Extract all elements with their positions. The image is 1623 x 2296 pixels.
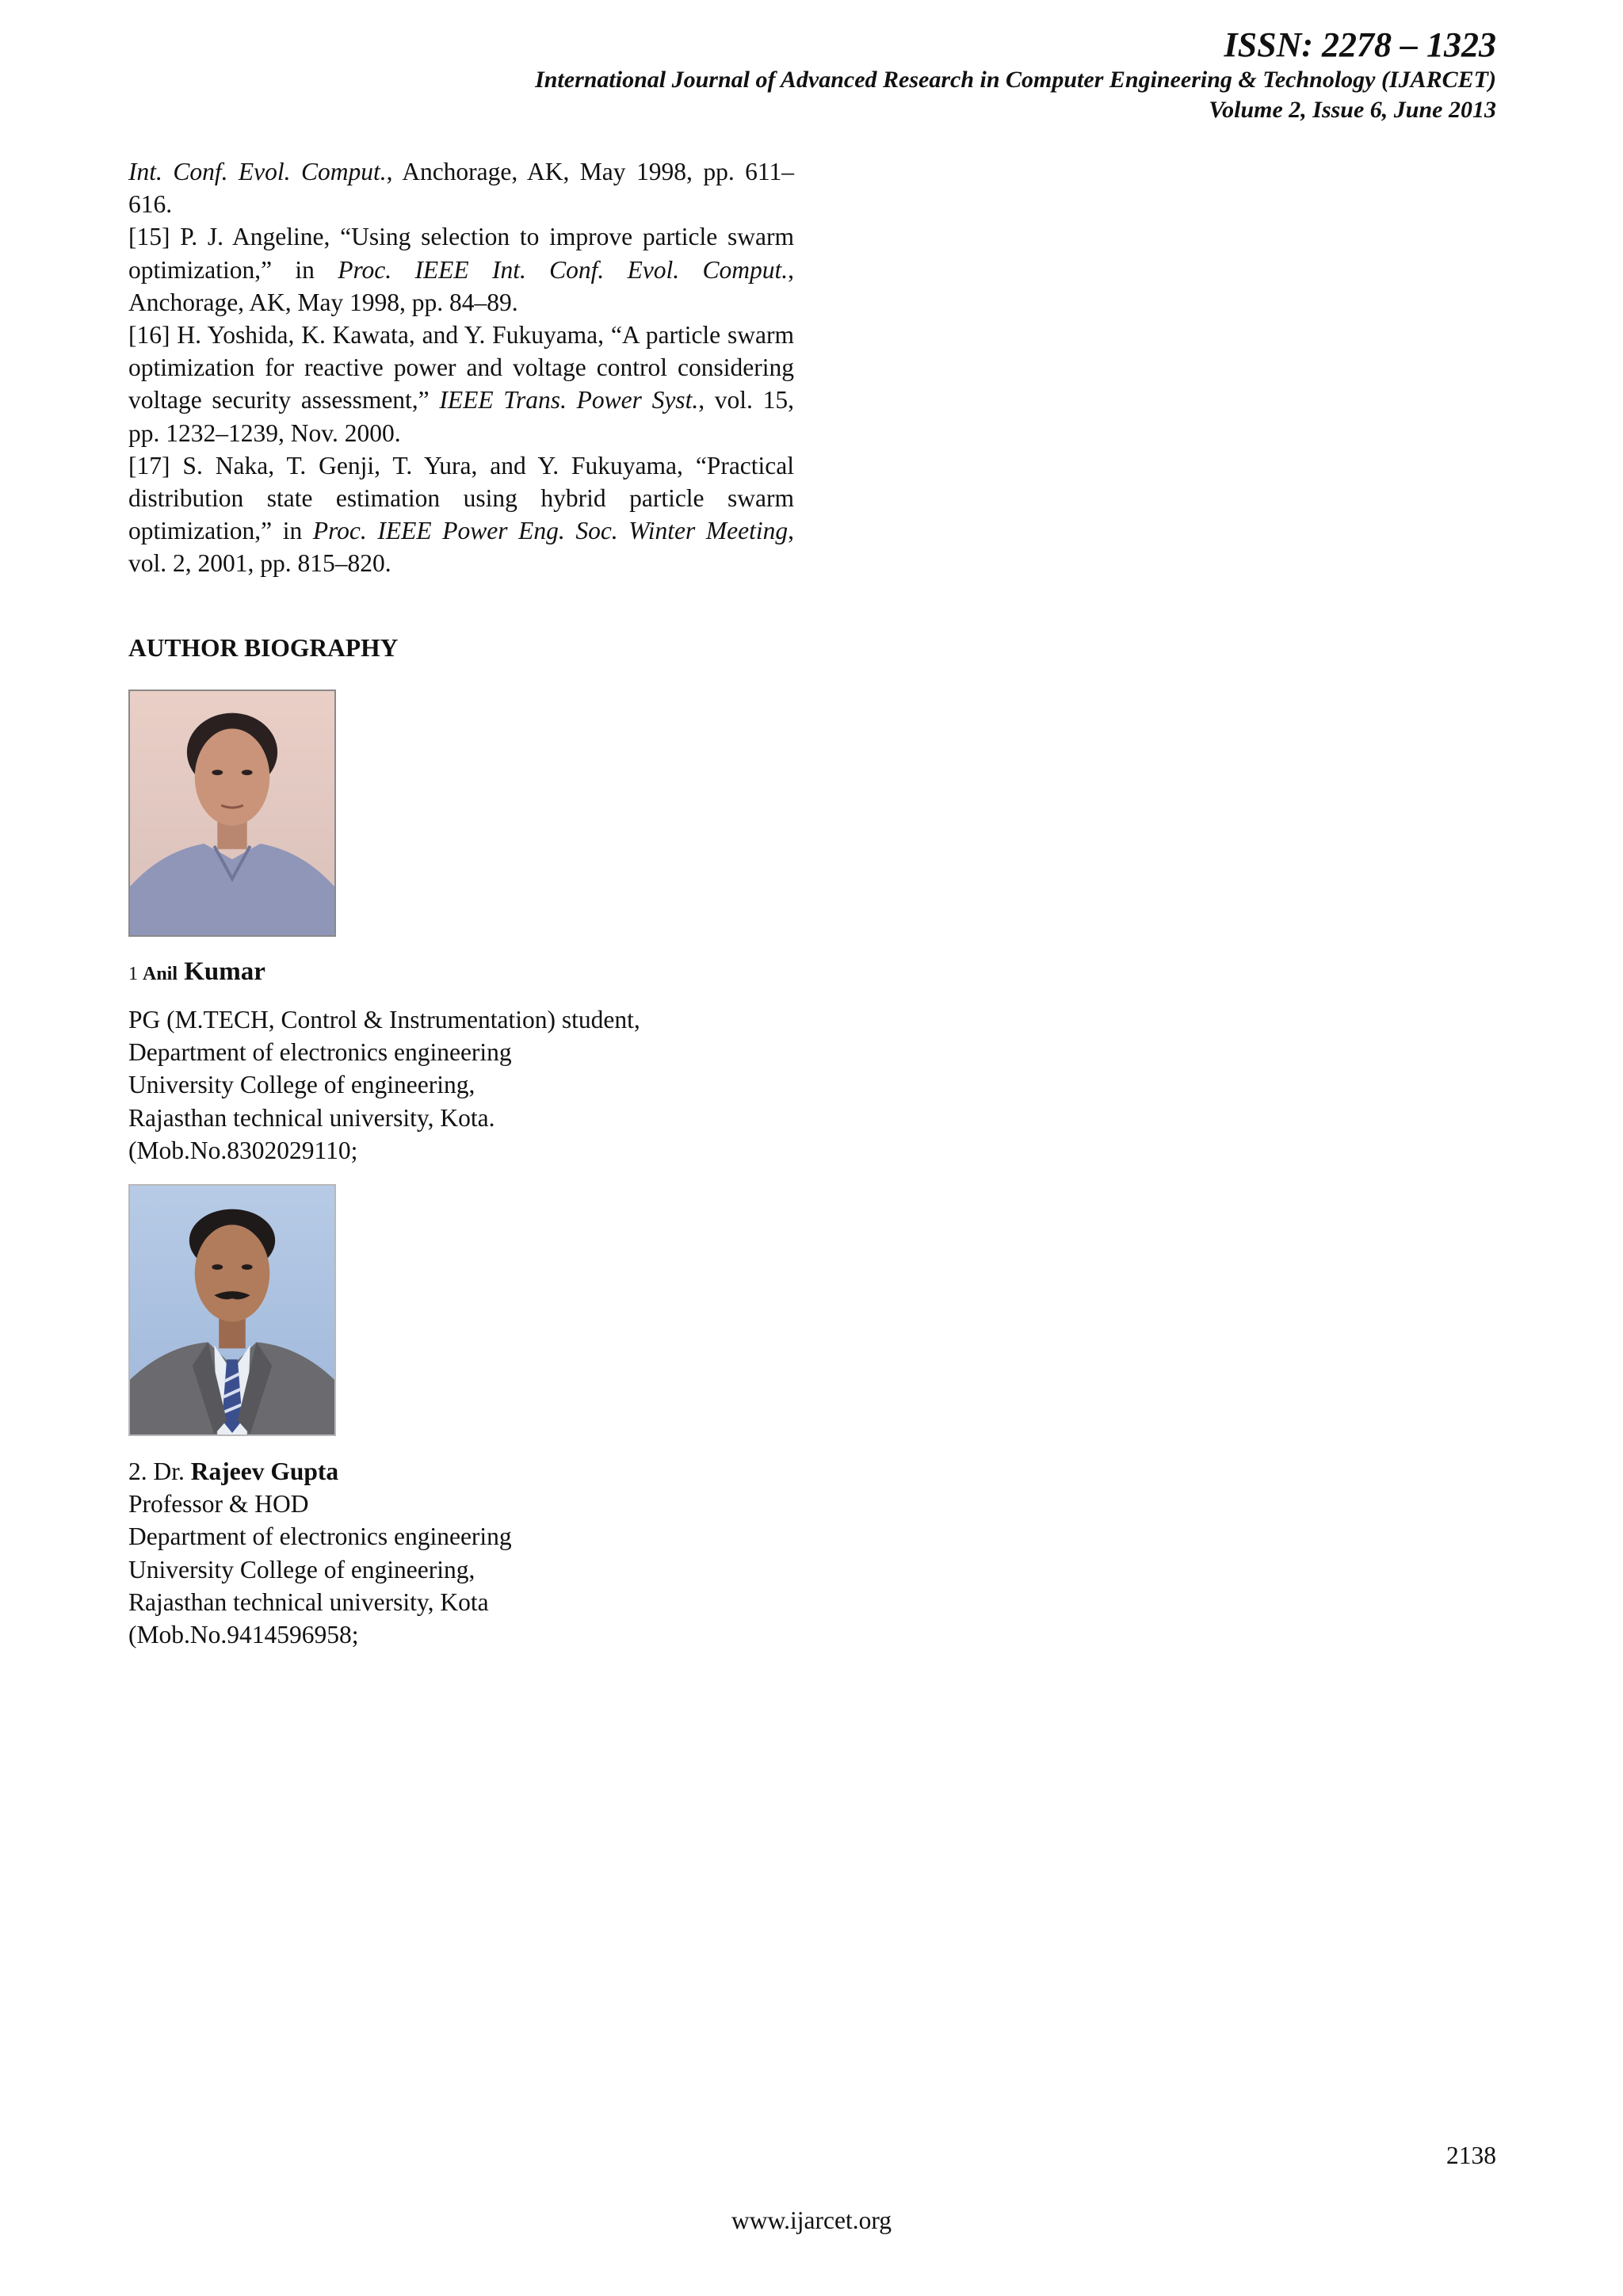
ref15-suffix: , Anchorage, AK, May 1998, pp. 84–89.: [128, 255, 794, 316]
reference-16: [128, 319, 794, 449]
author2-detail-line: Rajasthan technical university, Kota: [128, 1587, 489, 1616]
author1-photo: [128, 690, 336, 937]
ref14-italic: Int. Conf. Evol. Comput.: [128, 158, 387, 185]
author2-detail-line: Department of electronics engineering: [128, 1522, 512, 1551]
ref16-italic: IEEE Trans. Power Syst.: [439, 386, 699, 415]
issn-label: ISSN: 2278 – 1323: [1224, 25, 1496, 64]
author-biography-heading: AUTHOR BIOGRAPHY: [128, 634, 399, 662]
author2-detail-line: (Mob.No.9414596958;: [128, 1621, 359, 1649]
author1-detail-line: Rajasthan technical university, Kota.: [128, 1103, 495, 1132]
author1-number: 1: [128, 964, 143, 984]
journal-website: www.ijarcet.org: [731, 2206, 892, 2234]
ref16-prefix: [16] H. Yoshida, K. Kawata, and Y. Fukuyama, “A particle swarm optimization for reactive power and voltage control considering voltage security assessment,”: [128, 321, 794, 415]
page-header: [228, 25, 1496, 125]
ref16-suffix: , vol. 15, pp. 1232–1239, Nov. 2000.: [128, 386, 794, 447]
author1-first-name: Anil: [143, 964, 178, 984]
author1-portrait-image: [130, 691, 334, 935]
author1-last-name: Kumar: [178, 957, 265, 986]
ref17-italic: Proc. IEEE Power Eng. Soc. Winter Meeting: [312, 517, 789, 545]
author2-detail-line: University College of engineering,: [128, 1555, 475, 1584]
author2-name: Rajeev Gupta: [190, 1457, 339, 1485]
author1-name: [128, 956, 265, 992]
author1-detail-line: PG (M.TECH, Control & Instrumentation) student,: [128, 1006, 640, 1033]
author2-prefix: 2. Dr.: [128, 1457, 191, 1485]
page-number: 2138: [1446, 2141, 1496, 2169]
author2-name-line: [128, 1455, 512, 1488]
author2-portrait-image: [130, 1186, 334, 1435]
ref15-prefix: [15] P. J. Angeline, “Using selection to improve particle swarm optimization,” in: [128, 223, 794, 284]
author1-detail-line: Department of electronics engineering: [128, 1038, 512, 1067]
reference-17: [128, 449, 794, 580]
author1-detail-line: (Mob.No.8302029110;: [128, 1136, 358, 1164]
journal-title: International Journal of Advanced Research in Computer Engineering & Technology (IJARCET): [535, 67, 1496, 93]
ref17-suffix: , vol. 2, 2001, pp. 815–820.: [128, 517, 794, 578]
author2-block: [128, 1455, 512, 1651]
ref15-italic: Proc. IEEE Int. Conf. Evol. Comput.: [338, 255, 789, 284]
references-list: [128, 155, 794, 580]
author1-detail-line: University College of engineering,: [128, 1071, 475, 1099]
volume-issue: Volume 2, Issue 6, June 2013: [1209, 97, 1496, 123]
ref14-rest: , Anchorage, AK, May 1998, pp. 611–616.: [128, 158, 794, 219]
reference-14-tail: [128, 155, 794, 220]
reference-15: [128, 220, 794, 319]
ref17-prefix: [17] S. Naka, T. Genji, T. Yura, and Y. Fukuyama, “Practical distribution state estimation using hybrid particle swarm optimization,” in: [128, 451, 794, 545]
author2-detail-line: Professor & HOD: [128, 1490, 309, 1519]
author1-details: [128, 1003, 640, 1167]
author2-photo: [128, 1184, 336, 1436]
